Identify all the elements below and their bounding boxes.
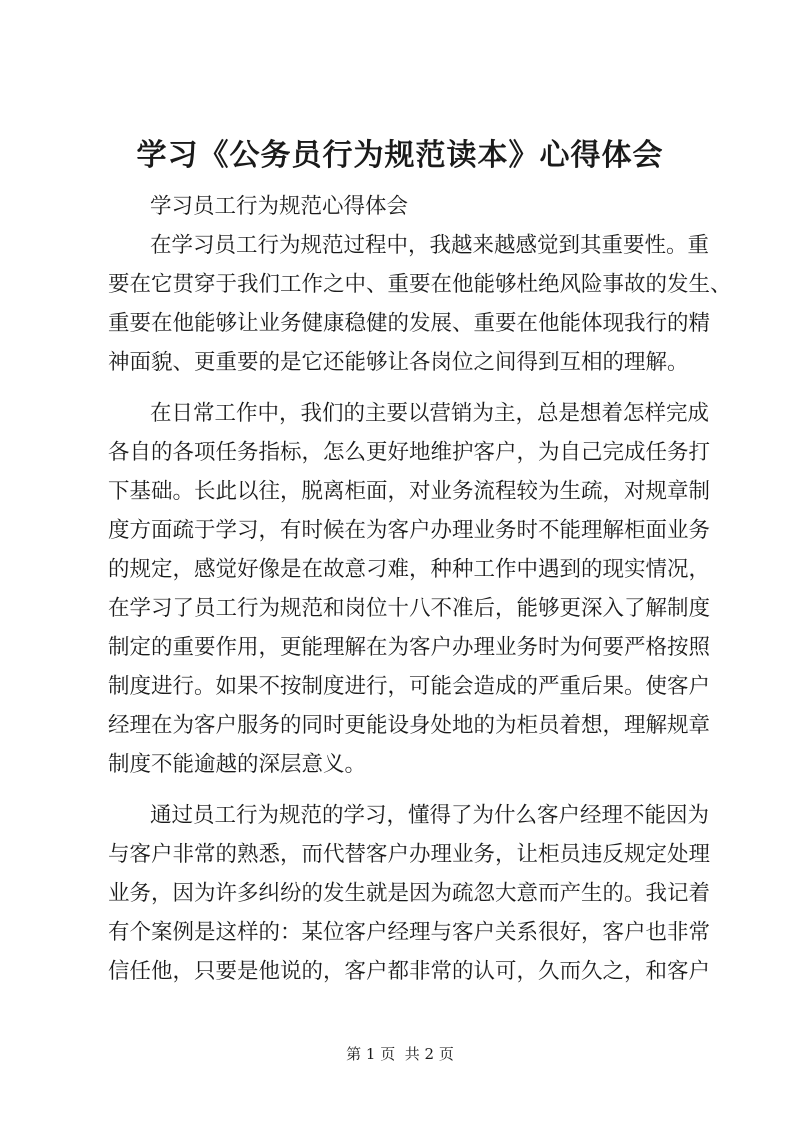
paragraph-line: 业务，因为许多纠纷的发生就是因为疏忽大意而产生的。我记着 xyxy=(108,881,711,906)
paragraph-line: 在学习了员工行为规范和岗位十八不准后，能够更深入了解制度 xyxy=(108,596,711,621)
document-subtitle: 学习员工行为规范心得体会 xyxy=(150,194,409,219)
paragraph-1 xyxy=(108,226,732,382)
document-body xyxy=(108,187,732,991)
paragraph-line: 制度进行。如果不按制度进行，可能会造成的严重后果。使客户 xyxy=(108,674,711,699)
paragraph-line: 有个案例是这样的：某位客户经理与客户关系很好，客户也非常 xyxy=(108,920,711,945)
document-title: 学习《公务员行为规范读本》心得体会 xyxy=(136,138,664,173)
page-number-label: 第 1 页 共 2 页 xyxy=(346,1045,454,1063)
paragraph-line: 神面貌、更重要的是它还能够让各岗位之间得到互相的理解。 xyxy=(108,350,689,375)
paragraph-line: 制定的重要作用，更能理解在为客户办理业务时为何要严格按照 xyxy=(108,635,711,660)
paragraph-line: 在日常工作中，我们的主要以营销为主，总是想着怎样完成 xyxy=(150,401,710,426)
paragraph-line: 与客户非常的熟悉，而代替客户办理业务，让柜员违反规定处理 xyxy=(108,842,711,867)
paragraph-line: 重要在他能够让业务健康稳健的发展、重要在他能体现我行的精 xyxy=(108,311,711,336)
paragraph-2 xyxy=(108,394,711,784)
page-footer xyxy=(0,1044,800,1064)
paragraph-line: 的规定，感觉好像是在故意刁难，种种工作中遇到的现实情况， xyxy=(108,557,711,582)
paragraph-3 xyxy=(108,796,711,991)
paragraph-spacer xyxy=(108,382,696,394)
paragraph-line: 度方面疏于学习，有时候在为客户办理业务时不能理解柜面业务 xyxy=(108,518,711,543)
paragraph-line: 要在它贯穿于我们工作之中、重要在他能够杜绝风险事故的发生、 xyxy=(108,272,732,297)
paragraph-line: 信任他，只要是他说的，客户都非常的认可，久而久之，和客户 xyxy=(108,959,711,984)
paragraph-spacer xyxy=(108,784,696,796)
paragraph-line: 下基础。长此以往，脱离柜面，对业务流程较为生疏，对规章制 xyxy=(108,479,711,504)
paragraph-line: 在学习员工行为规范过程中，我越来越感觉到其重要性。重 xyxy=(150,233,710,258)
paragraph-line: 制度不能逾越的深层意义。 xyxy=(108,752,367,777)
paragraph-line: 经理在为客户服务的同时更能设身处地的为柜员着想，理解规章 xyxy=(108,713,711,738)
paragraph-line: 各自的各项任务指标，怎么更好地维护客户，为自己完成任务打 xyxy=(108,440,711,465)
paragraph-line: 通过员工行为规范的学习，懂得了为什么客户经理不能因为 xyxy=(150,803,710,828)
